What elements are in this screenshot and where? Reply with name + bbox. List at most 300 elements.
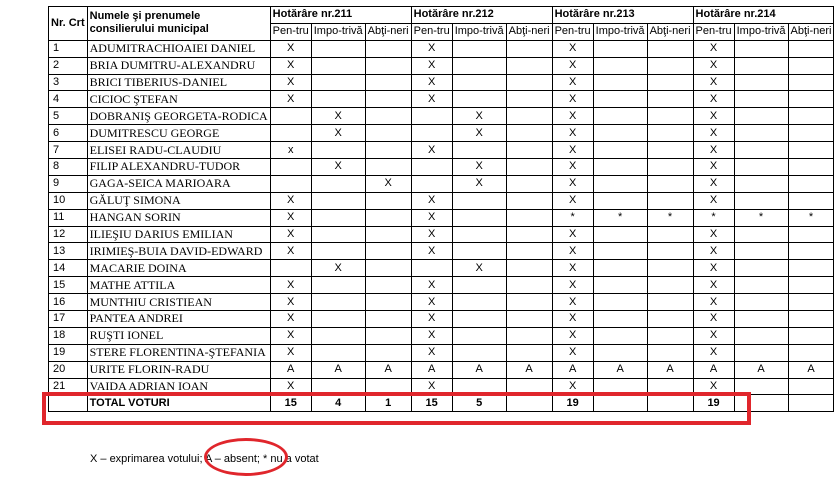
councillor-name: STERE FLORENTINA-ŞTEFANIA [87,344,270,361]
vote-cell: * [693,209,734,226]
vote-cell: X [552,344,593,361]
vote-cell [593,243,647,260]
vote-cell [365,108,411,125]
vote-cell: X [552,260,593,277]
vote-cell: X [693,108,734,125]
vote-cell: X [693,294,734,311]
table-row [49,260,834,277]
table-row [49,294,834,311]
vote-cell: X [311,108,365,125]
vote-cell [365,209,411,226]
vote-cell [734,159,788,176]
table-row [49,108,834,125]
vote-cell [311,40,365,57]
row-number: 11 [49,209,88,226]
vote-cell: X [270,243,311,260]
vote-cell: X [693,311,734,328]
vote-cell [452,226,506,243]
vote-cell [506,175,552,192]
sub-pentru: Pen-tru [552,23,593,40]
vote-cell [593,175,647,192]
vote-cell [788,175,834,192]
vote-cell: X [552,277,593,294]
vote-cell: X [411,91,452,108]
councillor-name: IRIMIEŞ-BUIA DAVID-EDWARD [87,243,270,260]
total-cell: 15 [411,395,452,412]
vote-cell [365,378,411,395]
vote-cell [506,226,552,243]
vote-cell: X [311,125,365,142]
vote-cell [647,294,693,311]
table-row [49,159,834,176]
row-number: 15 [49,277,88,294]
vote-cell [452,209,506,226]
table-row [49,192,834,209]
vote-cell: X [411,142,452,159]
vote-cell [411,260,452,277]
councillor-name: GĂLUŢ SIMONA [87,192,270,209]
row-number: 8 [49,159,88,176]
councillor-name: VAIDA ADRIAN IOAN [87,378,270,395]
table-row [49,40,834,57]
vote-cell [593,192,647,209]
vote-cell: A [734,361,788,378]
vote-cell [506,311,552,328]
vote-cell: A [552,361,593,378]
total-cell: 5 [452,395,506,412]
vote-cell [788,344,834,361]
vote-cell [593,260,647,277]
vote-cell: X [270,294,311,311]
vote-cell [365,159,411,176]
table-row [49,277,834,294]
vote-cell: X [311,260,365,277]
vote-cell [788,108,834,125]
row-number: 5 [49,108,88,125]
total-empty-cell [49,395,88,412]
vote-cell: X [693,327,734,344]
row-number: 10 [49,192,88,209]
vote-cell [788,311,834,328]
vote-cell [734,74,788,91]
vote-cell [365,327,411,344]
vote-cell [365,142,411,159]
vote-cell [647,57,693,74]
vote-cell: X [693,260,734,277]
vote-cell: * [788,209,834,226]
vote-cell: X [552,311,593,328]
vote-cell [365,74,411,91]
vote-cell [270,125,311,142]
vote-cell [506,91,552,108]
vote-cell: X [693,142,734,159]
resolution-header: Hotărâre nr.213 [552,7,693,24]
vote-cell: A [311,361,365,378]
vote-cell [593,378,647,395]
vote-cell [365,91,411,108]
vote-cell [506,327,552,344]
vote-cell [734,277,788,294]
total-cell: 15 [270,395,311,412]
vote-cell [734,142,788,159]
vote-cell [365,294,411,311]
vote-cell [788,378,834,395]
vote-cell [506,378,552,395]
table-row [49,125,834,142]
vote-cell: X [552,294,593,311]
vote-cell [452,378,506,395]
vote-cell: A [506,361,552,378]
sub-pentru: Pen-tru [411,23,452,40]
sub-abtineri: Abţi-neri [788,23,834,40]
total-cell: 19 [693,395,734,412]
councillor-name: BRIA DUMITRU-ALEXANDRU [87,57,270,74]
vote-cell: x [270,142,311,159]
row-number: 1 [49,40,88,57]
vote-cell: X [270,57,311,74]
row-number: 6 [49,125,88,142]
vote-cell [788,142,834,159]
vote-cell [506,108,552,125]
vote-cell [788,277,834,294]
vote-cell: X [693,277,734,294]
row-number: 9 [49,175,88,192]
vote-cell: X [270,226,311,243]
vote-cell [647,125,693,142]
vote-cell [734,175,788,192]
total-cell [647,395,693,412]
councillor-name: DOBRANIŞ GEORGETA-RODICA [87,108,270,125]
sub-impotriva: Impo-trivă [593,23,647,40]
vote-cell [311,57,365,74]
vote-cell: X [311,159,365,176]
vote-cell [593,108,647,125]
vote-cell [734,311,788,328]
total-cell: 4 [311,395,365,412]
vote-cell: X [411,74,452,91]
vote-cell [506,125,552,142]
vote-cell [270,175,311,192]
resolution-header: Hotărâre nr.211 [270,7,411,24]
vote-cell: X [270,277,311,294]
vote-cell [452,243,506,260]
total-cell [734,395,788,412]
row-number: 13 [49,243,88,260]
vote-cell: X [693,74,734,91]
vote-cell: X [552,226,593,243]
vote-cell [270,260,311,277]
vote-cell: X [693,175,734,192]
nr-header: Nr. Crt [49,7,88,41]
vote-cell [506,74,552,91]
vote-cell [647,277,693,294]
vote-cell [647,226,693,243]
vote-cell [647,175,693,192]
vote-cell: X [693,91,734,108]
row-number: 3 [49,74,88,91]
row-number: 2 [49,57,88,74]
vote-cell: X [693,378,734,395]
vote-cell [593,344,647,361]
vote-cell: X [411,57,452,74]
vote-cell [311,142,365,159]
vote-cell [311,311,365,328]
sub-impotriva: Impo-trivă [734,23,788,40]
vote-cell [647,91,693,108]
vote-cell: X [552,142,593,159]
vote-cell [365,125,411,142]
vote-cell [788,74,834,91]
councillor-name: HANGAN SORIN [87,209,270,226]
vote-cell: * [552,209,593,226]
vote-cell: X [270,378,311,395]
vote-cell [365,226,411,243]
vote-cell [452,327,506,344]
vote-cell [311,378,365,395]
table-row [49,91,834,108]
vote-cell: * [647,209,693,226]
vote-cell: X [552,192,593,209]
vote-cell [311,209,365,226]
vote-cell [365,243,411,260]
vote-cell [788,57,834,74]
vote-cell [788,125,834,142]
table-row [49,361,834,378]
vote-cell [452,142,506,159]
vote-cell: X [270,192,311,209]
vote-cell [593,40,647,57]
vote-cell [593,57,647,74]
vote-cell: X [552,74,593,91]
vote-cell [734,226,788,243]
vote-cell [647,311,693,328]
table-row [49,226,834,243]
vote-cell [788,159,834,176]
vote-cell [411,175,452,192]
table-row [49,209,834,226]
vote-cell [506,40,552,57]
vote-cell: A [788,361,834,378]
vote-cell [506,277,552,294]
councillor-name: FILIP ALEXANDRU-TUDOR [87,159,270,176]
vote-cell [593,294,647,311]
vote-cell [647,159,693,176]
vote-cell: X [452,260,506,277]
vote-cell [593,74,647,91]
vote-cell: X [452,159,506,176]
vote-cell [734,378,788,395]
vote-cell [311,243,365,260]
vote-cell: A [452,361,506,378]
vote-cell [365,40,411,57]
vote-cell [593,91,647,108]
vote-cell [506,142,552,159]
vote-cell [452,91,506,108]
vote-cell: X [552,327,593,344]
vote-cell [411,108,452,125]
vote-cell [452,57,506,74]
councillor-name: ILIEŞIU DARIUS EMILIAN [87,226,270,243]
councillor-name: DUMITRESCU GEORGE [87,125,270,142]
vote-cell [311,344,365,361]
vote-cell: X [693,243,734,260]
vote-cell: X [411,40,452,57]
table-row [49,243,834,260]
vote-cell [788,91,834,108]
vote-cell: A [647,361,693,378]
vote-cell [734,327,788,344]
vote-cell [593,277,647,294]
total-cell [506,395,552,412]
vote-cell [506,294,552,311]
vote-cell [647,327,693,344]
vote-cell: X [365,175,411,192]
row-number: 20 [49,361,88,378]
vote-cell [593,142,647,159]
councillor-name: ELISEI RADU-CLAUDIU [87,142,270,159]
councillor-name: MUNTHIU CRISTIEAN [87,294,270,311]
vote-cell [506,192,552,209]
vote-cell [452,294,506,311]
vote-cell [311,226,365,243]
vote-cell [788,243,834,260]
vote-cell: X [552,175,593,192]
vote-cell [647,142,693,159]
vote-cell [593,159,647,176]
vote-cell [270,159,311,176]
total-cell: 1 [365,395,411,412]
table-row [49,378,834,395]
vote-cell [270,108,311,125]
vote-cell [647,344,693,361]
vote-cell [788,192,834,209]
vote-cell: X [270,209,311,226]
vote-cell [365,344,411,361]
councillor-name: ADUMITRACHIOAIEI DANIEL [87,40,270,57]
vote-cell [647,40,693,57]
vote-cell: X [270,74,311,91]
vote-cell: A [411,361,452,378]
vote-cell [311,175,365,192]
vote-cell [593,125,647,142]
vote-cell [734,40,788,57]
vote-cell: X [452,108,506,125]
resolution-header: Hotărâre nr.212 [411,7,552,24]
vote-cell [647,378,693,395]
vote-cell [452,277,506,294]
vote-cell: X [411,209,452,226]
vote-cell: X [552,108,593,125]
vote-cell: X [552,57,593,74]
table-row [49,142,834,159]
vote-cell [788,294,834,311]
councillor-name: BRICI TIBERIUS-DANIEL [87,74,270,91]
vote-cell: X [452,175,506,192]
vote-cell [734,125,788,142]
table-row [49,57,834,74]
vote-cell: X [452,125,506,142]
vote-cell: X [693,192,734,209]
vote-cell [506,243,552,260]
total-label: TOTAL VOTURI [87,395,270,412]
vote-cell [365,192,411,209]
vote-cell: X [411,226,452,243]
vote-cell [593,311,647,328]
sub-abtineri: Abţi-neri [647,23,693,40]
councillor-name: CICIOC ŞTEFAN [87,91,270,108]
votes-table [48,6,834,412]
vote-cell [788,260,834,277]
vote-cell [311,277,365,294]
sub-abtineri: Abţi-neri [506,23,552,40]
vote-cell [506,57,552,74]
vote-cell [452,344,506,361]
vote-cell: X [552,40,593,57]
vote-cell: X [270,327,311,344]
sub-pentru: Pen-tru [693,23,734,40]
resolution-header: Hotărâre nr.214 [693,7,834,24]
vote-cell [365,277,411,294]
vote-cell: X [411,311,452,328]
sub-abtineri: Abţi-neri [365,23,411,40]
row-number: 7 [49,142,88,159]
vote-cell: X [270,40,311,57]
row-number: 18 [49,327,88,344]
vote-cell: A [593,361,647,378]
vote-cell [647,260,693,277]
vote-cell [452,74,506,91]
vote-cell: X [411,378,452,395]
vote-cell [734,91,788,108]
total-cell: 19 [552,395,593,412]
row-number: 21 [49,378,88,395]
total-cell [593,395,647,412]
vote-cell [311,74,365,91]
vote-cell [647,243,693,260]
vote-cell: X [552,91,593,108]
vote-cell [647,74,693,91]
vote-cell: X [693,226,734,243]
vote-cell: X [693,125,734,142]
vote-cell: X [411,277,452,294]
councillor-name: RUŞTI IONEL [87,327,270,344]
vote-cell [365,311,411,328]
vote-cell [311,327,365,344]
vote-cell [506,260,552,277]
vote-cell: X [411,243,452,260]
vote-cell: X [693,40,734,57]
vote-cell: X [270,344,311,361]
row-number: 14 [49,260,88,277]
vote-cell [788,327,834,344]
councillor-name: MATHE ATTILA [87,277,270,294]
councillor-name: URITE FLORIN-RADU [87,361,270,378]
councillor-name: PANTEA ANDREI [87,311,270,328]
vote-cell [734,294,788,311]
vote-cell: A [693,361,734,378]
vote-cell: X [552,125,593,142]
row-number: 12 [49,226,88,243]
vote-cell [734,192,788,209]
sub-impotriva: Impo-trivă [311,23,365,40]
table-row [49,344,834,361]
table-row [49,74,834,91]
vote-cell [788,40,834,57]
sub-pentru: Pen-tru [270,23,311,40]
vote-cell [647,192,693,209]
vote-cell: X [552,159,593,176]
vote-cell [734,344,788,361]
